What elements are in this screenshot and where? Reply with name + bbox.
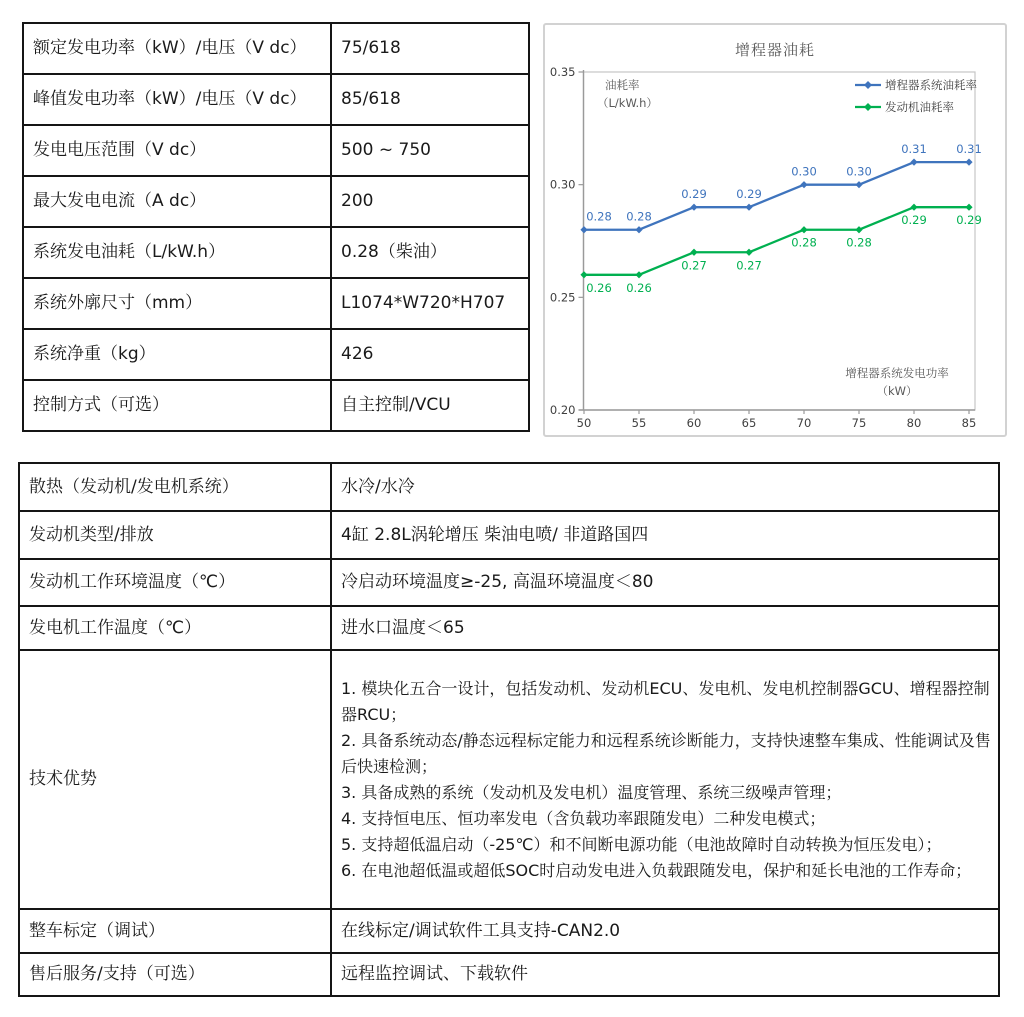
data-point-marker xyxy=(580,226,587,233)
tech-advantage-item: 5. 支持超低温启动（-25℃）和不间断电源功能（电池故障时自动转换为恒压发电）； xyxy=(341,834,942,854)
x-tick-label: 60 xyxy=(686,416,702,430)
data-point-marker xyxy=(690,204,697,211)
fuel-consumption-chart xyxy=(543,23,1007,437)
data-point-label: 0.29 xyxy=(901,213,927,228)
spec-value-cell: 85/618 xyxy=(331,74,529,125)
spec-label-cell: 控制方式（可选） xyxy=(23,380,331,431)
spec-value-cell xyxy=(331,650,999,909)
spec-value-cell: L1074*W720*H707 xyxy=(331,278,529,329)
spec-value-cell: 4缸 2.8L涡轮增压 柴油电喷/ 非道路国四 xyxy=(331,511,999,559)
y-axis-title: 油耗率 xyxy=(605,78,640,92)
spec-value-cell: 0.28（柴油） xyxy=(331,227,529,278)
data-point-marker xyxy=(800,181,807,188)
data-point-label: 0.28 xyxy=(586,209,612,224)
spec-label-cell: 技术优势 xyxy=(19,650,331,909)
data-point-marker xyxy=(580,271,587,278)
spec-label-cell: 发电机工作温度（℃） xyxy=(19,606,331,650)
data-point-marker xyxy=(745,249,752,256)
data-point-label: 0.28 xyxy=(846,235,872,250)
data-point-label: 0.30 xyxy=(846,164,872,179)
data-point-marker xyxy=(855,181,862,188)
y-tick-label: 0.35 xyxy=(549,65,576,79)
data-point-label: 0.29 xyxy=(736,187,762,202)
data-point-label: 0.29 xyxy=(956,213,982,228)
data-point-marker xyxy=(910,159,917,166)
chart-title: 增程器油耗 xyxy=(734,41,815,59)
y-tick-label: 0.20 xyxy=(549,403,576,417)
tech-advantage-item: 4. 支持恒电压、恒功率发电（含负载功率跟随发电）二种发电模式； xyxy=(341,808,826,828)
spec-label-cell: 散热（发动机/发电机系统） xyxy=(19,463,331,511)
data-point-marker xyxy=(855,226,862,233)
y-tick-label: 0.25 xyxy=(549,290,576,305)
spec-value-cell: 在线标定/调试软件工具支持-CAN2.0 xyxy=(331,909,999,953)
spec-row xyxy=(19,511,999,559)
spec-row xyxy=(23,329,529,380)
spec-row xyxy=(23,23,529,74)
spec-label-cell: 峰值发电功率（kW）/电压（V dc） xyxy=(23,74,331,125)
y-axis-title: （L/kW.h） xyxy=(597,96,658,110)
spec-row xyxy=(23,125,529,176)
generator-spec-table-body xyxy=(23,23,529,431)
data-point-marker xyxy=(635,226,642,233)
spec-row xyxy=(19,606,999,650)
spec-value-cell: 自主控制/VCU xyxy=(331,380,529,431)
spec-label-cell: 额定发电功率（kW）/电压（V dc） xyxy=(23,23,331,74)
x-tick-label: 70 xyxy=(796,416,812,430)
spec-value-cell: 426 xyxy=(331,329,529,380)
spec-label-cell: 发电电压范围（V dc） xyxy=(23,125,331,176)
spec-value-cell: 水冷/水冷 xyxy=(331,463,999,511)
data-point-label: 0.30 xyxy=(791,164,817,179)
spec-row xyxy=(19,953,999,996)
spec-label-cell: 售后服务/支持（可选） xyxy=(19,953,331,996)
spec-value-cell: 200 xyxy=(331,176,529,227)
x-axis-title: 增程器系统发电功率 xyxy=(845,366,949,380)
data-point-label: 0.26 xyxy=(586,280,612,295)
tech-advantage-item: 3. 具备成熟的系统（发动机及发电机）温度管理、系统三级噪声管理； xyxy=(341,782,842,802)
data-point-label: 0.28 xyxy=(626,209,652,224)
legend-label: 增程器系统油耗率 xyxy=(885,78,977,92)
y-tick-label: 0.30 xyxy=(549,177,576,192)
spec-label-cell: 整车标定（调试） xyxy=(19,909,331,953)
legend-marker xyxy=(864,81,872,89)
spec-row xyxy=(23,176,529,227)
spec-label-cell: 系统发电油耗（L/kW.h） xyxy=(23,227,331,278)
x-tick-label: 50 xyxy=(576,416,592,430)
spec-value-cell: 500 ~ 750 xyxy=(331,125,529,176)
data-point-label: 0.31 xyxy=(901,142,927,157)
data-point-label: 0.27 xyxy=(681,258,707,273)
legend-marker xyxy=(864,103,872,111)
data-point-marker xyxy=(745,204,752,211)
spec-row xyxy=(19,909,999,953)
data-point-marker xyxy=(910,204,917,211)
x-tick-label: 55 xyxy=(631,416,647,430)
data-point-label: 0.31 xyxy=(956,142,982,157)
data-point-label: 0.29 xyxy=(681,187,707,202)
x-tick-label: 65 xyxy=(741,416,757,430)
x-tick-label: 80 xyxy=(906,416,922,430)
data-point-marker xyxy=(635,271,642,278)
spec-row xyxy=(19,650,999,909)
data-point-marker xyxy=(690,249,697,256)
spec-label-cell: 系统外廓尺寸（mm） xyxy=(23,278,331,329)
spec-row xyxy=(23,380,529,431)
spec-label-cell: 发动机类型/排放 xyxy=(19,511,331,559)
legend-label: 发动机油耗率 xyxy=(885,100,954,114)
spec-row xyxy=(19,559,999,606)
spec-value-cell: 远程监控调试、下载软件 xyxy=(331,953,999,996)
tech-advantage-item: 1. 模块化五合一设计，包括发动机、发动机ECU、发电机、发电机控制器GCU、增程器控制器RCU； xyxy=(341,678,990,724)
engine-spec-table xyxy=(18,462,1000,997)
tech-advantage-item: 2. 具备系统动态/静态远程标定能力和远程系统诊断能力，支持快速整车集成、性能调试及售后快速检测； xyxy=(341,730,991,776)
data-point-label: 0.28 xyxy=(791,235,817,250)
spec-row xyxy=(23,74,529,125)
spec-value-cell: 冷启动环境温度≥-25, 高温环境温度＜80 xyxy=(331,559,999,606)
spec-row xyxy=(23,227,529,278)
data-point-marker xyxy=(965,204,972,211)
data-point-label: 0.26 xyxy=(626,280,652,295)
x-tick-label: 85 xyxy=(961,416,977,430)
spec-row xyxy=(19,463,999,511)
spec-label-cell: 系统净重（kg） xyxy=(23,329,331,380)
x-tick-label: 75 xyxy=(851,416,867,430)
data-point-label: 0.27 xyxy=(736,258,762,273)
spec-row xyxy=(23,278,529,329)
x-axis-title: （kW） xyxy=(876,384,918,398)
tech-advantage-item: 6. 在电池超低温或超低SOC时启动发电进入负载跟随发电，保护和延长电池的工作寿命； xyxy=(341,860,972,880)
spec-value-cell: 75/618 xyxy=(331,23,529,74)
fuel-consumption-chart-canvas xyxy=(545,25,1009,439)
spec-value-cell: 进水口温度＜65 xyxy=(331,606,999,650)
spec-label-cell: 发动机工作环境温度（℃） xyxy=(19,559,331,606)
data-point-marker xyxy=(800,226,807,233)
generator-spec-table xyxy=(22,22,530,432)
spec-label-cell: 最大发电电流（A dc） xyxy=(23,176,331,227)
engine-spec-table-body xyxy=(19,463,999,996)
data-point-marker xyxy=(965,159,972,166)
